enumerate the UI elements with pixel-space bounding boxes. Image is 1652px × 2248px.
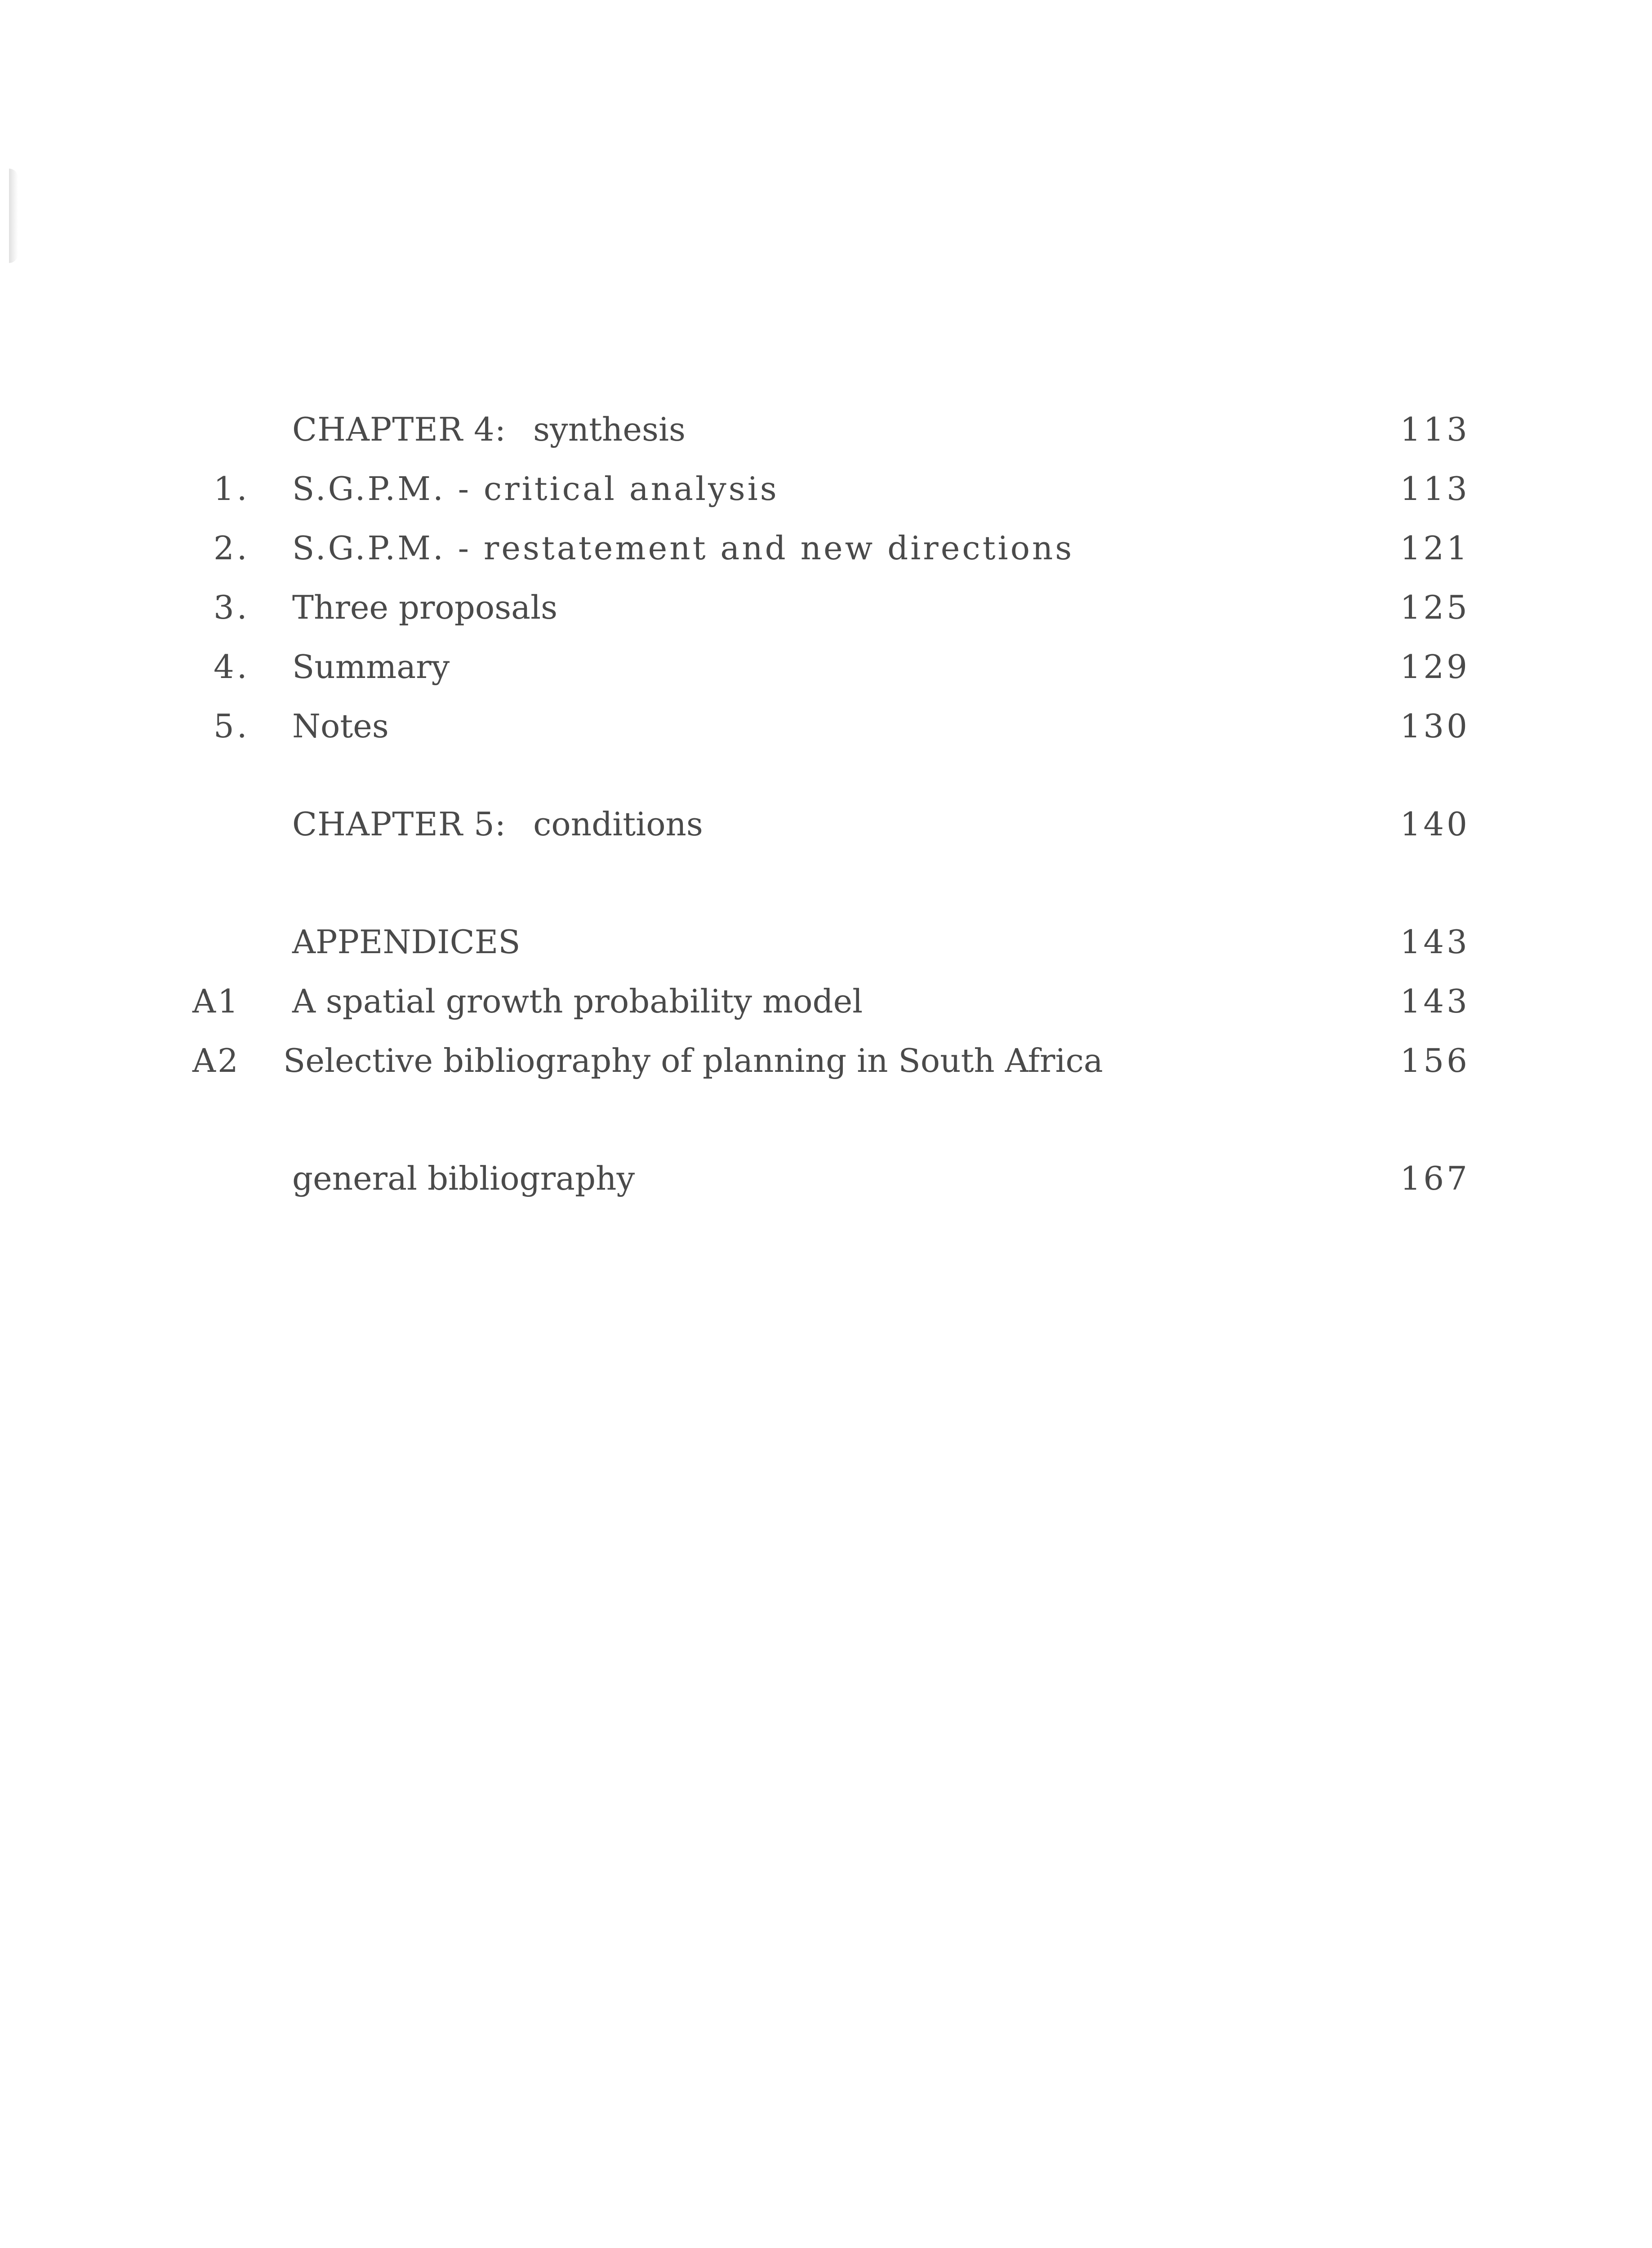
chapter-label: CHAPTER 4:	[292, 410, 507, 448]
entry-title: Notes	[292, 707, 389, 745]
appendices-title: APPENDICES	[292, 923, 521, 961]
entry-number: 1.	[214, 470, 250, 508]
chapter-label: CHAPTER 5:	[292, 805, 507, 843]
page-number: 143	[1400, 982, 1470, 1020]
toc-chapter-5-heading	[0, 799, 1652, 849]
entry-number: 3.	[214, 589, 250, 626]
page-number: 129	[1400, 648, 1470, 686]
toc-entry	[0, 701, 1652, 751]
entry-title: Selective bibliography of planning in South Africa	[283, 1042, 1103, 1079]
toc-entry	[0, 464, 1652, 513]
page-number: 156	[1400, 1042, 1470, 1079]
toc-entry	[0, 523, 1652, 573]
page-number: 143	[1400, 923, 1470, 961]
page-number: 167	[1400, 1160, 1470, 1197]
chapter-heading	[292, 405, 686, 454]
entry-number: 5.	[214, 707, 250, 745]
chapter-title: conditions	[533, 805, 703, 843]
page-number: 130	[1400, 707, 1470, 745]
chapter-title: synthesis	[533, 410, 686, 448]
page-number: 113	[1400, 410, 1470, 448]
entry-title: S.G.P.M. - restatement and new directions	[292, 529, 1074, 567]
entry-number: A1	[192, 982, 240, 1020]
entry-title: Summary	[292, 648, 450, 686]
entry-number: 4.	[214, 648, 250, 686]
toc-appendices-heading	[0, 917, 1652, 967]
toc-entry	[0, 642, 1652, 691]
page-number: 125	[1400, 589, 1470, 626]
page-number: 121	[1400, 529, 1470, 567]
toc-bibliography	[0, 1154, 1652, 1203]
toc-entry	[0, 1036, 1652, 1085]
page-number: 140	[1400, 805, 1470, 843]
page-number: 113	[1400, 470, 1470, 508]
toc-entry	[0, 583, 1652, 632]
toc-entry	[0, 977, 1652, 1026]
entry-title: A spatial growth probability model	[292, 982, 863, 1020]
entry-number: A2	[192, 1042, 240, 1079]
entry-title: S.G.P.M. - critical analysis	[292, 470, 779, 508]
entry-number: 2.	[214, 529, 250, 567]
chapter-heading	[292, 799, 703, 849]
bibliography-title: general bibliography	[292, 1160, 635, 1197]
entry-title: Three proposals	[292, 589, 558, 626]
toc-chapter-4-heading	[0, 405, 1652, 454]
